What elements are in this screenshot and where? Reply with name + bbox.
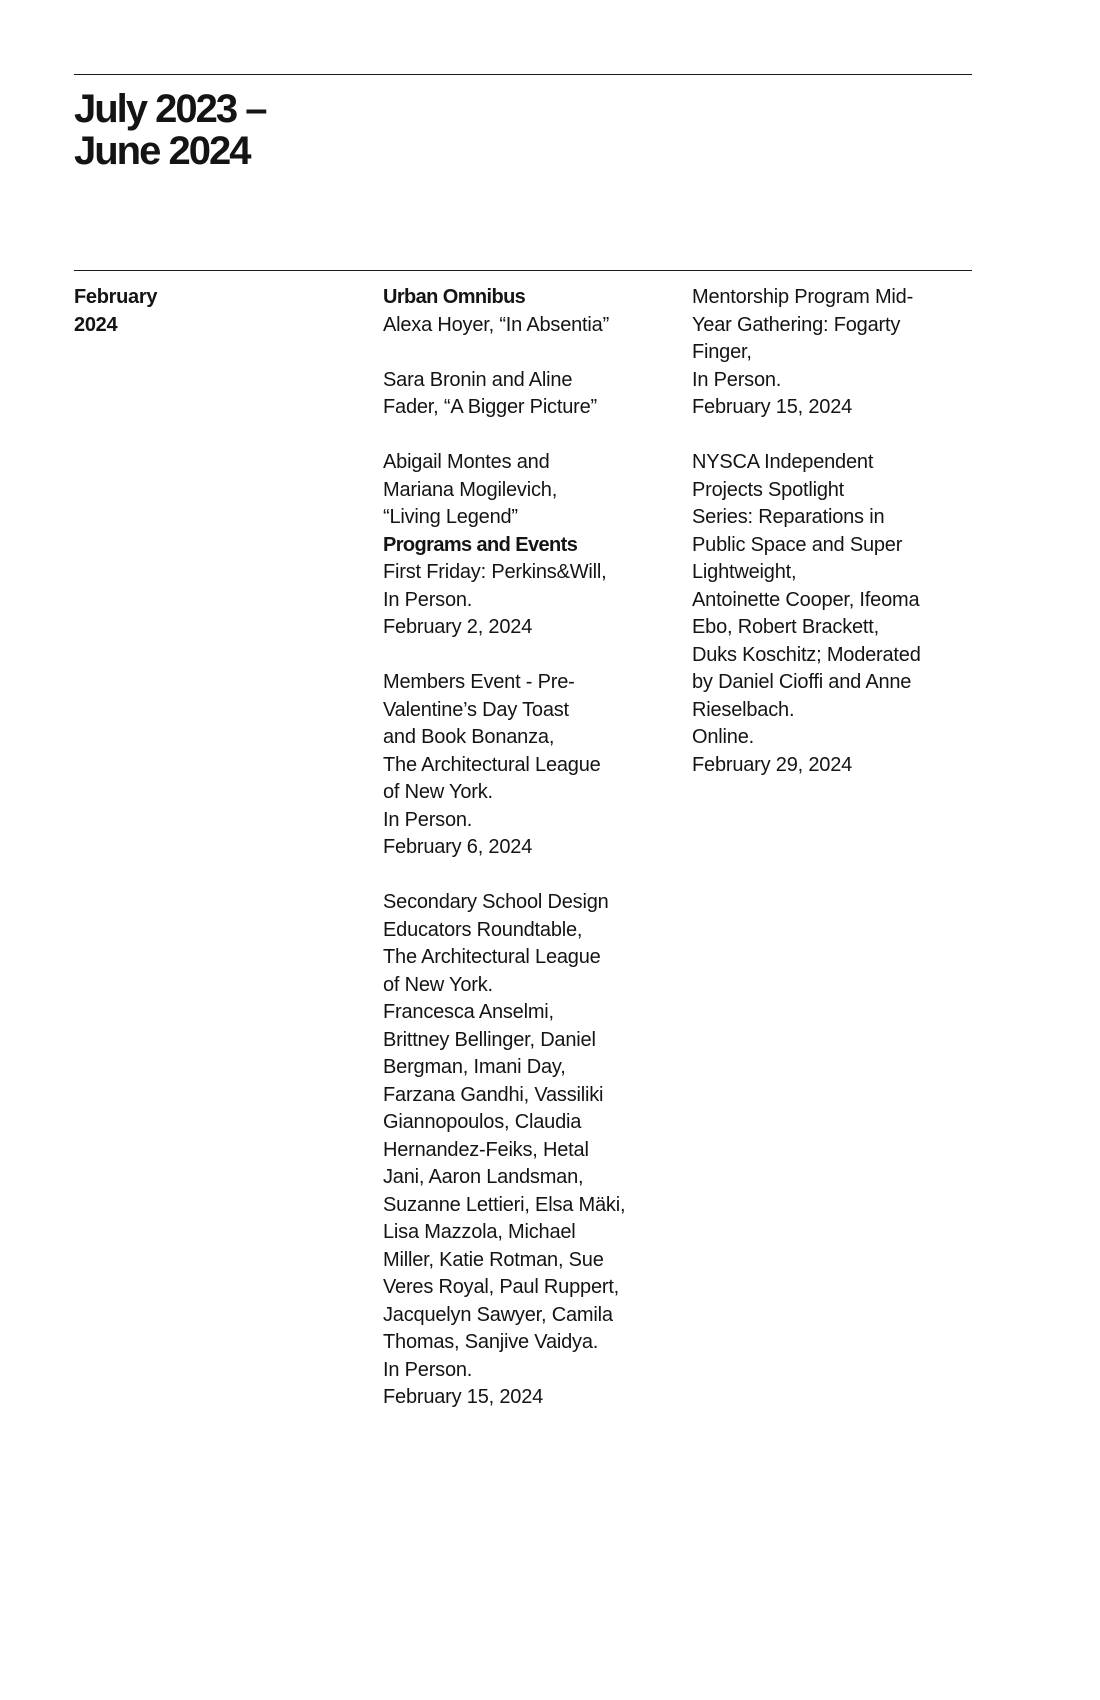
entry-line: Veres Royal, Paul Ruppert, — [383, 1276, 620, 1298]
entry-line: Alexa Hoyer, “In Absentia” — [383, 313, 610, 336]
entry-line: Suzanne Lettieri, Elsa Mäki, — [383, 1193, 626, 1216]
page-title — [74, 88, 266, 172]
entry-line: Hernandez-Feiks, Hetal — [383, 1138, 589, 1161]
list-item — [383, 312, 683, 340]
list-item — [383, 367, 683, 422]
entry-line: February 29, 2024 — [692, 753, 853, 776]
urban-omnibus-list — [383, 312, 683, 532]
entry-line: Giannopoulos, Claudia — [383, 1111, 582, 1133]
entry-line: Francesca Anselmi, — [383, 1001, 554, 1023]
right-column — [692, 284, 982, 779]
entry-line: Bergman, Imani Day, — [383, 1056, 566, 1078]
entry-line: NYSCA Independent — [692, 451, 874, 473]
entry-line: February 15, 2024 — [692, 396, 853, 418]
middle-column — [383, 284, 683, 1412]
entry-line: Public Space and Super — [692, 533, 903, 556]
entry-line: Abigail Montes and — [383, 451, 550, 473]
entry-line: First Friday: Perkins&Will, — [383, 561, 607, 583]
entry-line: Mariana Mogilevich, — [383, 478, 558, 501]
entry-line: Jacquelyn Sawyer, Camila — [383, 1303, 613, 1326]
page-title-line-2: June 2024 — [74, 129, 250, 173]
entry-line: Lisa Mazzola, Michael — [383, 1221, 576, 1243]
entry-line: Sara Bronin and Aline — [383, 368, 573, 391]
top-divider — [74, 74, 972, 75]
section-divider — [74, 270, 972, 271]
entry-line: Year Gathering: Fogarty — [692, 313, 901, 336]
programs-events-heading: Programs and Events — [383, 533, 578, 556]
entry-line: Duks Koschitz; Moderated — [692, 643, 921, 666]
list-item — [383, 449, 683, 532]
entry-line: Members Event - Pre- — [383, 671, 575, 693]
entry-line: Fader, “A Bigger Picture” — [383, 396, 597, 418]
entry-line: In Person. — [383, 1358, 473, 1381]
programs-list — [383, 559, 683, 1412]
entry-line: Secondary School Design — [383, 891, 609, 913]
entry-line: “Living Legend” — [383, 506, 518, 528]
entry-line: Brittney Bellinger, Daniel — [383, 1028, 596, 1051]
entry-line: Educators Roundtable, — [383, 918, 583, 941]
month-name: February — [74, 286, 158, 308]
entry-line: Online. — [692, 726, 754, 748]
entry-line: In Person. — [692, 368, 782, 391]
entry-line: In Person. — [383, 588, 473, 611]
entry-line: and Book Bonanza, — [383, 726, 555, 748]
page-title-line-1: July 2023 – — [74, 87, 266, 131]
entry-line: Valentine’s Day Toast — [383, 698, 569, 721]
list-item — [383, 889, 683, 1412]
entry-line: Series: Reparations in — [692, 506, 885, 528]
list-item — [383, 669, 683, 862]
entry-line: Jani, Aaron Landsman, — [383, 1166, 584, 1188]
entry-line: of New York. — [383, 781, 493, 803]
month-label — [74, 284, 157, 339]
month-year: 2024 — [74, 313, 118, 336]
entry-line: Farzana Gandhi, Vassiliki — [383, 1083, 604, 1106]
list-item — [692, 284, 982, 422]
entry-line: Thomas, Sanjive Vaidya. — [383, 1331, 599, 1353]
entry-line: February 2, 2024 — [383, 616, 533, 638]
entry-line: Lightweight, — [692, 561, 797, 583]
entry-line: In Person. — [383, 808, 473, 831]
right-programs-list — [692, 284, 982, 779]
entry-line: Miller, Katie Rotman, Sue — [383, 1248, 604, 1271]
entry-line: of New York. — [383, 973, 493, 996]
entry-line: by Daniel Cioffi and Anne — [692, 671, 912, 693]
entry-line: Mentorship Program Mid- — [692, 286, 914, 308]
list-item — [383, 559, 683, 642]
entry-line: Ebo, Robert Brackett, — [692, 616, 880, 638]
entry-line: February 15, 2024 — [383, 1386, 544, 1408]
list-item — [692, 449, 982, 779]
entry-line: Rieselbach. — [692, 698, 795, 721]
urban-omnibus-heading: Urban Omnibus — [383, 286, 526, 308]
entry-line: The Architectural League — [383, 753, 601, 776]
entry-line: February 6, 2024 — [383, 836, 533, 858]
entry-line: Projects Spotlight — [692, 478, 845, 501]
entry-line: Finger, — [692, 341, 752, 363]
entry-line: The Architectural League — [383, 946, 601, 968]
entry-line: Antoinette Cooper, Ifeoma — [692, 588, 920, 611]
